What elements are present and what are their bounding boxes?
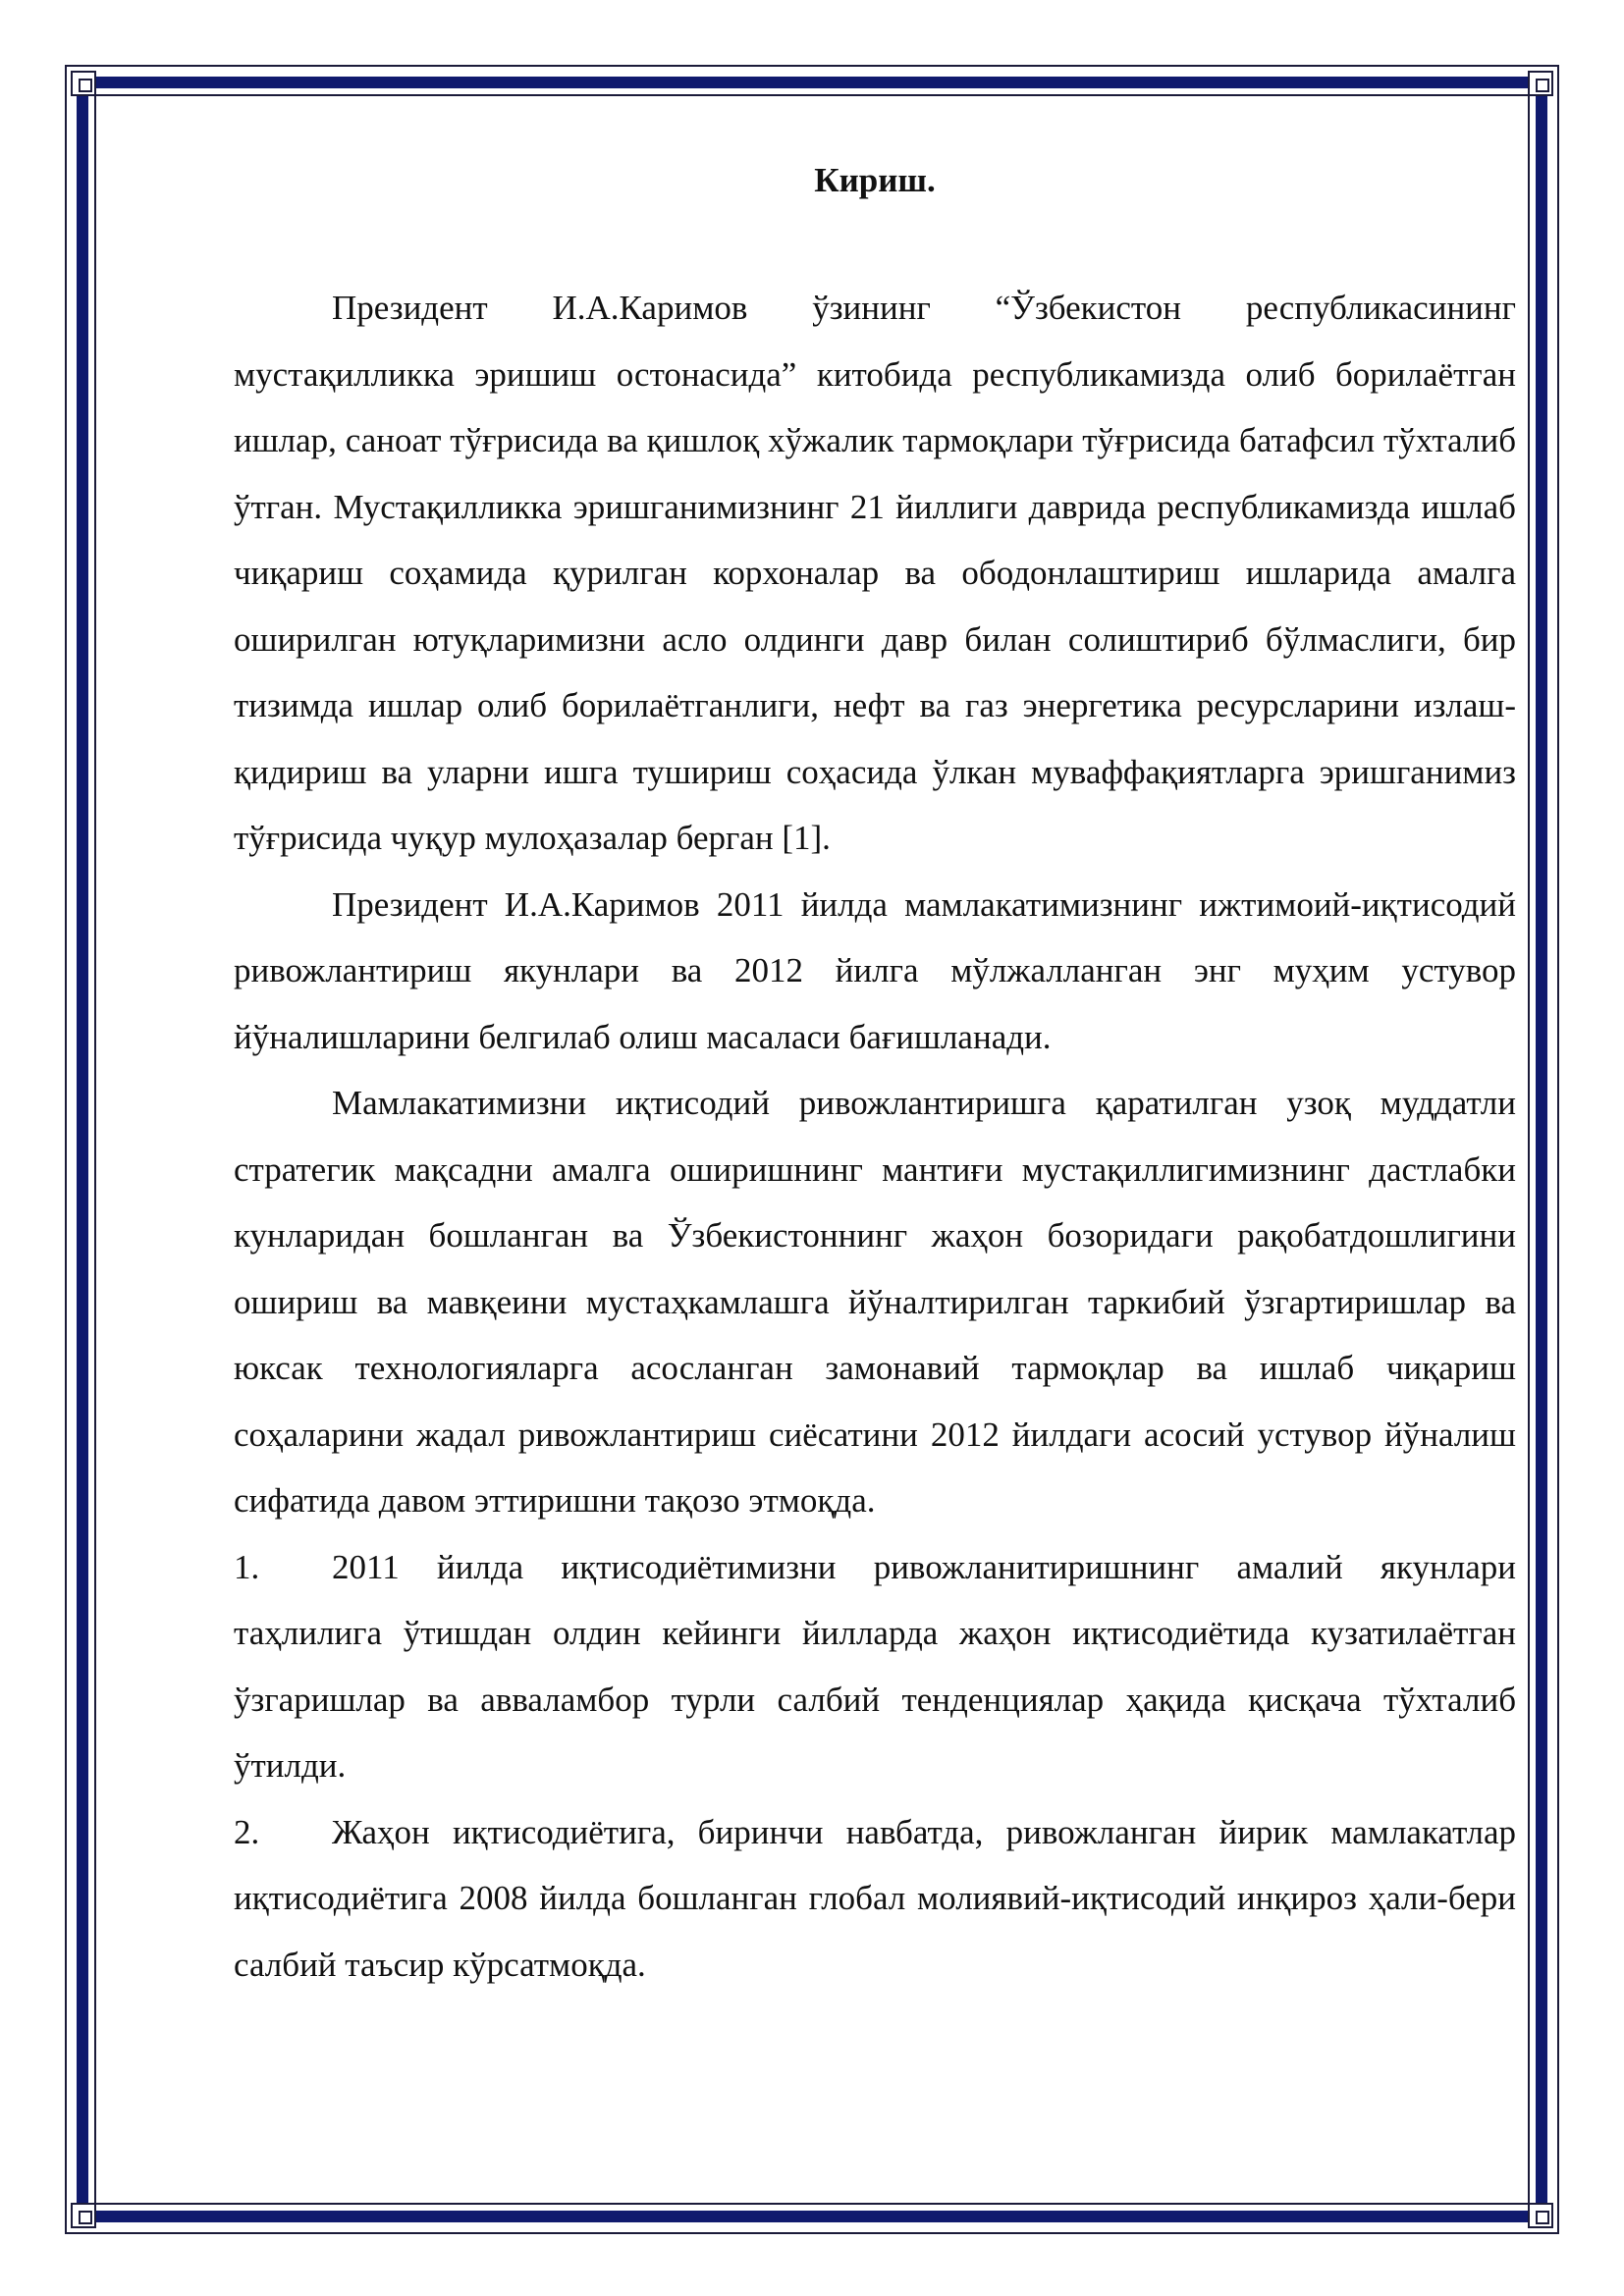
- list-number: 1.: [234, 1547, 260, 1586]
- border-corner-ornament: [1528, 71, 1553, 96]
- paragraph-1: Президент И.А.Каримов ўзининг “Ўзбекистон республикасининг мустақилликка эришиш остонасида” китобида республикамизда олиб борилаётган ишлар, саноат тўғрисида ва қишлоқ хўжалик тармоқлари тўғрисида батафсил тўхталиб ўтган. Мустақилликка эришганимизнинг 21 йиллиги даврида республикамизда ишлаб чиқариш соҳамида қурилган корхоналар ва ободонлаштириш ишларида амалга оширилган ютуқларимизни асло олдинги давр билан солиштириб бўлмаслиги, бир тизимда ишлар олиб борилаётганлиги, нефт ва газ энергетика ресурсларини излаш-қидириш ва уларни ишга тушириш соҳасида ўлкан муваффақиятларга эришганимиз тўғрисида чуқур мулоҳазалар берган [1].: [234, 289, 1516, 857]
- list-item-2: [234, 1799, 1516, 1999]
- list-number: 2.: [234, 1812, 260, 1851]
- list-text: Жаҳон иқтисодиётига, биринчи навбатда, ривожланган йирик мамлакатлар иқтисодиётига 2008 йилда бошланган глобал молиявий-иқтисодий инқироз ҳали-бери салбий таъсир кўрсатмоқда.: [234, 1812, 1516, 1984]
- list-item-1: [234, 1534, 1516, 1799]
- border-corner-ornament: [71, 71, 96, 96]
- paragraph-2: Президент И.А.Каримов 2011 йилда мамлакатимизнинг ижтимоий-иқтисодий ривожлантириш якунлари ва 2012 йилга мўлжалланган энг муҳим устувор йўналишларини белгилаб олиш масаласи бағишланади.: [234, 884, 1516, 1056]
- page-title: Кириш.: [814, 161, 936, 199]
- document-body: [234, 147, 1516, 1998]
- paragraph-3: Мамлакатимизни иқтисодий ривожлантиришга қаратилган узоқ муддатли стратегик мақсадни амалга оширишнинг мантиғи мустақиллигимизнинг дастлабки кунларидан бошланган ва Ўзбекистоннинг жаҳон бозоридаги рақобатдошлигини ошириш ва мавқеини мустаҳкамлашга йўналтирилган таркибий ўзгартиришлар ва юксак технологияларга асосланган замонавий тармоқлар ва ишлаб чиқариш соҳаларини жадал ривожлантириш сиёсатини 2012 йилдаги асосий устувор йўналиш сифатида давом эттиришни тақозо этмоқда.: [234, 1084, 1516, 1520]
- border-corner-ornament: [1528, 2203, 1553, 2228]
- border-corner-ornament: [71, 2203, 96, 2228]
- list-text: 2011 йилда иқтисодиётимизни ривожланитиришнинг амалий якунлари таҳлилига ўтишдан олдин кейинги йилларда жаҳон иқтисодиётида кузатилаётган ўзгаришлар ва авваламбор турли салбий тенденциялар ҳақида қисқача тўхталиб ўтилди.: [234, 1547, 1516, 1785]
